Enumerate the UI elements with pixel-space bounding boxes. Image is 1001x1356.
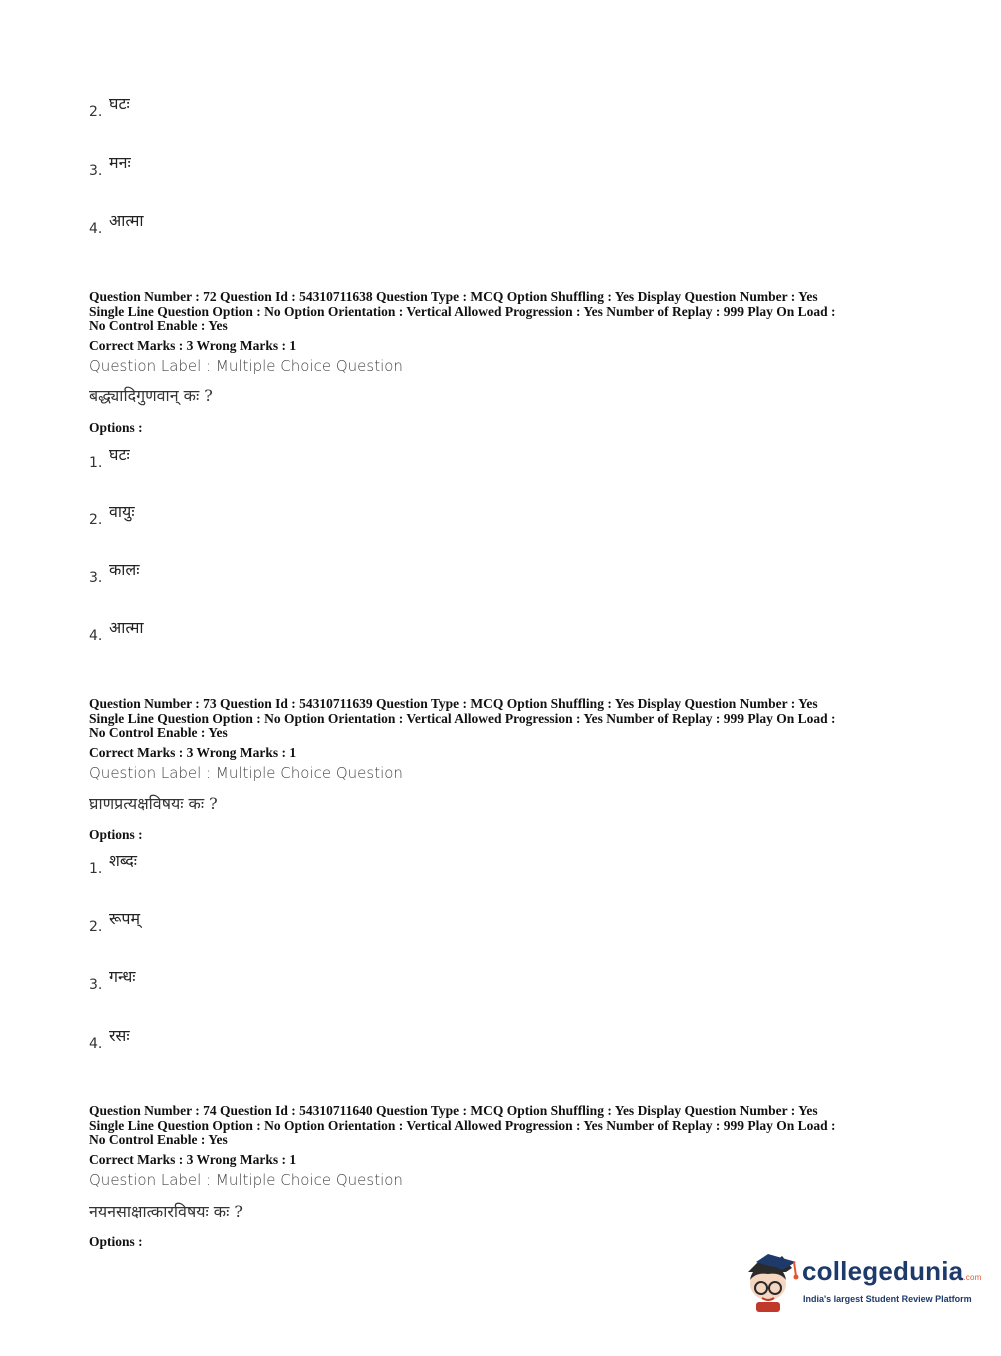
question-label: Question Label : Multiple Choice Question	[89, 1171, 403, 1189]
question-marks: Correct Marks : 3 Wrong Marks : 1	[89, 1152, 297, 1167]
question-meta-line: No Control Enable : Yes	[89, 725, 228, 740]
question-text: बद्ध्यादिगुणवान् कः ?	[89, 386, 213, 405]
logo-brand-text: collegedunia	[802, 1256, 964, 1286]
options-heading: Options :	[89, 420, 143, 435]
question-meta-line: Question Number : 73 Question Id : 54310711639 Question Type : MCQ Option Shuffling : Yes Display Question Number : Yes	[89, 696, 818, 711]
option-text: कालः	[109, 560, 140, 579]
logo-tagline: India's largest Student Review Platform	[803, 1294, 972, 1304]
option-number: 3.	[89, 163, 103, 179]
option-text: आत्मा	[109, 211, 144, 230]
option-text: आत्मा	[109, 618, 144, 637]
options-heading: Options :	[89, 1234, 143, 1249]
mascot-icon	[742, 1250, 800, 1314]
option-text: शब्दः	[109, 851, 137, 870]
logo-brand	[802, 1256, 981, 1287]
question-meta-line: No Control Enable : Yes	[89, 1132, 228, 1147]
question-meta-line: Single Line Question Option : No Option Orientation : Vertical Allowed Progression : Yes Number of Replay : 999 Play On Load :	[89, 303, 836, 319]
collegedunia-logo[interactable]	[742, 1250, 982, 1314]
question-meta-line: Single Line Question Option : No Option Orientation : Vertical Allowed Progression : Yes Number of Replay : 999 Play On Load :	[89, 710, 836, 726]
options-heading: Options :	[89, 827, 143, 842]
question-meta-line: Question Number : 74 Question Id : 54310711640 Question Type : MCQ Option Shuffling : Yes Display Question Number : Yes	[89, 1103, 818, 1118]
question-meta	[89, 1104, 919, 1148]
question-meta-line: No Control Enable : Yes	[89, 318, 228, 333]
question-marks: Correct Marks : 3 Wrong Marks : 1	[89, 338, 297, 353]
option-number: 4.	[89, 628, 103, 644]
option-number: 4.	[89, 221, 103, 237]
question-meta	[89, 290, 919, 334]
option-text: रसः	[109, 1026, 130, 1045]
option-number: 3.	[89, 977, 103, 993]
option-text: वायुः	[109, 502, 135, 521]
option-text: घटः	[109, 445, 130, 464]
question-label: Question Label : Multiple Choice Question	[89, 764, 403, 782]
option-number: 2.	[89, 512, 103, 528]
option-text: रूपम्	[109, 909, 141, 928]
question-meta-line: Single Line Question Option : No Option Orientation : Vertical Allowed Progression : Yes Number of Replay : 999 Play On Load :	[89, 1117, 836, 1133]
option-number: 3.	[89, 570, 103, 586]
option-number: 1.	[89, 455, 103, 471]
option-text: घटः	[109, 94, 130, 113]
question-label: Question Label : Multiple Choice Question	[89, 357, 403, 375]
question-meta-line: Question Number : 72 Question Id : 54310711638 Question Type : MCQ Option Shuffling : Yes Display Question Number : Yes	[89, 289, 818, 304]
option-number: 2.	[89, 104, 103, 120]
option-text: गन्धः	[109, 967, 136, 986]
question-meta	[89, 697, 919, 741]
question-text: नयनसाक्षात्कारविषयः कः ?	[89, 1202, 243, 1221]
logo-brand-suffix: .com	[963, 1273, 982, 1282]
question-marks: Correct Marks : 3 Wrong Marks : 1	[89, 745, 297, 760]
option-number: 1.	[89, 861, 103, 877]
option-number: 4.	[89, 1036, 103, 1052]
option-number: 2.	[89, 919, 103, 935]
question-text: घ्राणप्रत्यक्षविषयः कः ?	[89, 794, 218, 813]
option-text: मनः	[109, 153, 131, 172]
